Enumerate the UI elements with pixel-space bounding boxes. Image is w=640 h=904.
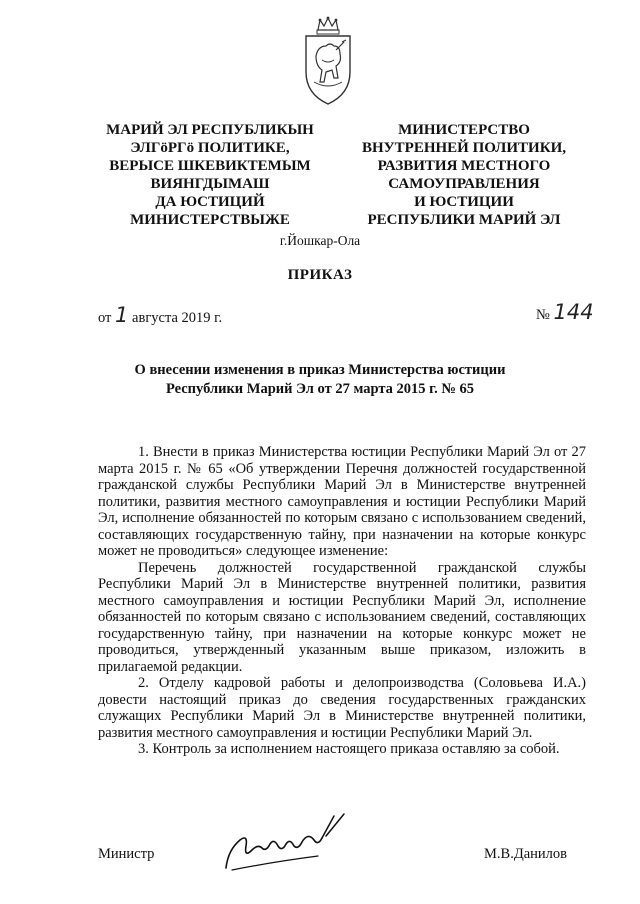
header-line: И ЮСТИЦИИ [414,194,514,210]
number-sign: № [536,307,550,323]
body-paragraph: 3. Контроль за исполнением настоящего приказа оставляю за собой. [138,741,560,757]
document-subject [0,361,640,399]
date-rest: августа 2019 г. [132,310,223,326]
header-line: МИНИСТЕРСТВЫЖЕ [130,212,290,228]
subject-line: Республики Марий Эл от 27 марта 2015 г. № 65 [165,381,475,397]
date-prefix: от [98,310,112,326]
signer-title: Министр [98,846,155,862]
handwritten-signature [222,810,352,876]
body-paragraph: Перечень должностей государственной гражданской службы Республики Марий Эл в Министерстве внутренней политики, развития местного самоуправления и юстиции Республики Марий Эл, исполнение обязанностей по которым связано с использованием сведений, составляющих государственную тайну, при назначении на которые конкурс может не проводиться, утвержденный указанным выше приказом, изложить в прилагаемой редакции. [98,559,586,675]
header-ministry-name-russian [352,121,576,229]
header-line: САМОУПРАВЛЕНИЯ [388,176,540,192]
header-ministry-name-mari [96,121,324,229]
number-value-handwritten: 144 [553,300,594,324]
document-type-title: ПРИКАЗ [287,267,353,283]
header-line: ВИЯНГДЫМАШ [150,176,270,192]
city-name: г.Йошкар-Ола [279,233,361,248]
header-line: ЭЛГӧРГӧ ПОЛИТИКЕ, [130,140,290,156]
header-line: ВЕРЫСЕ ШКЕВИКТЕМЫМ [109,158,311,174]
document-date [98,303,222,327]
header-line: РЕСПУБЛИКИ МАРИЙ ЭЛ [367,212,561,228]
date-day-handwritten: 1 [115,303,129,327]
header-line: МАРИЙ ЭЛ РЕСПУБЛИКЫН [106,122,314,138]
header-line: ВНУТРЕННЕЙ ПОЛИТИКИ, [361,140,566,156]
subject-line: О внесении изменения в приказ Министерства юстиции [134,362,506,378]
coat-of-arms-emblem [302,16,354,106]
header-line: ДА ЮСТИЦИЙ [155,194,265,210]
header-line: МИНИСТЕРСТВО [398,122,530,138]
document-body [98,444,586,758]
signer-name: М.В.Данилов [484,846,567,862]
body-paragraph: 2. Отделу кадровой работы и делопроизводства (Соловьева И.А.) довести настоящий приказ до сведения государственных гражданских служащих Республики Марий Эл в Министерстве внутренней политики, развития местного самоуправления и юстиции Республики Марий Эл. [98,675,586,741]
header-line: РАЗВИТИЯ МЕСТНОГО [377,158,551,174]
body-paragraph: 1. Внести в приказ Министерства юстиции Республики Марий Эл от 27 марта 2015 г. № 65 «Об утверждении Перечня должностей государственной гражданской службы Республики Марий Эл в Министерстве внутренней политики, развития местного самоуправления и юстиции Республики Марий Эл, исполнение обязанностей по которым связано с использованием сведений, составляющих государственную тайну, при назначении на которые конкурс может не проводиться» следующее изменение: [98,444,586,559]
document-number [536,300,594,324]
